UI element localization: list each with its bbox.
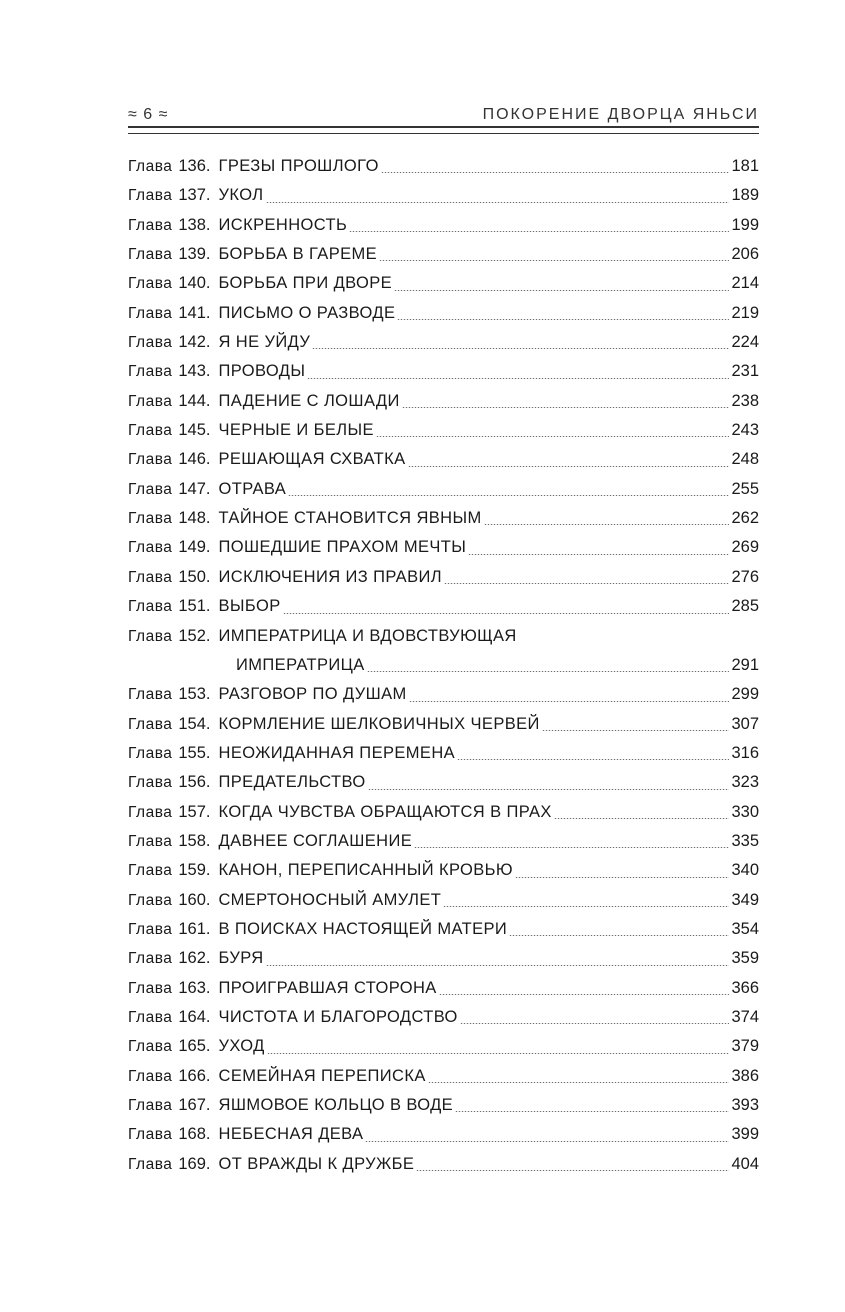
chapter-number: 143. <box>178 362 211 381</box>
chapter-title: КОРМЛЕНИЕ ШЕЛКОВИЧНЫХ ЧЕРВЕЙ <box>218 714 540 733</box>
dot-leader <box>409 701 730 702</box>
chapter-label: Глава <box>128 275 173 293</box>
chapter-number: 151. <box>178 597 211 616</box>
page-ref: 243 <box>731 421 759 440</box>
chapter-number: 165. <box>178 1037 211 1056</box>
chapter-number: 154. <box>178 714 211 733</box>
chapter-label: Глава <box>128 920 173 938</box>
chapter-number: 158. <box>178 831 211 850</box>
dot-leader <box>312 348 729 349</box>
chapter-title: БУРЯ <box>218 949 264 968</box>
chapter-number: 155. <box>178 743 211 762</box>
chapter-label: Глава <box>128 422 173 440</box>
chapter-number: 147. <box>178 479 211 498</box>
page-ref: 379 <box>731 1037 759 1056</box>
page-ref: 231 <box>731 362 759 381</box>
chapter-number: 142. <box>178 333 211 352</box>
toc-entry <box>128 299 759 328</box>
dot-leader <box>266 965 730 966</box>
page-ref: 269 <box>731 538 759 557</box>
page-ref: 354 <box>731 919 759 938</box>
chapter-number: 157. <box>178 802 211 821</box>
dot-leader <box>554 818 730 819</box>
chapter-title: СМЕРТОНОСНЫЙ АМУЛЕТ <box>218 890 442 909</box>
toc-entry <box>128 710 759 739</box>
chapter-number: 166. <box>178 1066 211 1085</box>
chapter-label: Глава <box>128 862 173 880</box>
chapter-title: ПАДЕНИЕ С ЛОШАДИ <box>218 391 400 410</box>
chapter-title: Я НЕ УЙДУ <box>218 333 311 352</box>
toc-entry <box>128 211 759 240</box>
dot-leader <box>468 554 729 555</box>
toc-entry <box>128 768 759 797</box>
chapter-title: ИСКРЕННОСТЬ <box>218 215 348 234</box>
toc-entry <box>128 680 759 709</box>
page-ref: 206 <box>731 245 759 264</box>
chapter-number: 146. <box>178 450 211 469</box>
chapter-number: 149. <box>178 538 211 557</box>
chapter-title: БОРЬБА ПРИ ДВОРЕ <box>218 274 393 293</box>
page-ref: 330 <box>731 802 759 821</box>
chapter-title: РЕШАЮЩАЯ СХВАТКА <box>218 450 406 469</box>
page-ref: 291 <box>731 655 759 674</box>
page-number: ≈ 6 ≈ <box>128 106 169 123</box>
chapter-number: 148. <box>178 509 211 528</box>
chapter-label: Глава <box>128 187 173 205</box>
toc-entry <box>128 856 759 885</box>
page-ref: 386 <box>731 1066 759 1085</box>
chapter-number: 169. <box>178 1154 211 1173</box>
chapter-title: НЕОЖИДАННАЯ ПЕРЕМЕНА <box>218 743 456 762</box>
page-ref: 181 <box>731 157 759 175</box>
chapter-title: ГРЕЗЫ ПРОШЛОГО <box>218 157 379 175</box>
page-ref: 299 <box>731 685 759 704</box>
toc-entry <box>128 328 759 357</box>
chapter-title: УКОЛ <box>218 186 264 205</box>
toc-entry <box>128 1003 759 1032</box>
dot-leader <box>397 319 729 320</box>
chapter-title: ОТ ВРАЖДЫ К ДРУЖБЕ <box>218 1154 415 1173</box>
dot-leader <box>349 231 729 232</box>
dot-leader <box>515 877 729 878</box>
chapter-number: 164. <box>178 1007 211 1026</box>
toc-entry <box>128 269 759 298</box>
chapter-title: КАНОН, ПЕРЕПИСАННЫЙ КРОВЬЮ <box>218 861 513 880</box>
toc-entry-continuation <box>128 651 759 680</box>
chapter-title: ЧЕРНЫЕ И БЕЛЫЕ <box>218 421 374 440</box>
toc-entry <box>128 533 759 562</box>
chapter-title: ПОШЕДШИЕ ПРАХОМ МЕЧТЫ <box>218 538 467 557</box>
chapter-number: 156. <box>178 773 211 792</box>
toc-entry <box>128 915 759 944</box>
chapter-label: Глава <box>128 1008 173 1026</box>
toc-entry <box>128 739 759 768</box>
page-ref: 285 <box>731 597 759 616</box>
page-ref: 323 <box>731 773 759 792</box>
page-ref: 248 <box>731 450 759 469</box>
chapter-label: Глава <box>128 950 173 968</box>
page-ref: 340 <box>731 861 759 880</box>
page-ref: 349 <box>731 890 759 909</box>
page-ref: 276 <box>731 567 759 586</box>
toc-entry <box>128 240 759 269</box>
chapter-number: 144. <box>178 391 211 410</box>
dot-leader <box>542 730 730 731</box>
page-ref: 238 <box>731 391 759 410</box>
chapter-title: ВЫБОР <box>218 597 281 616</box>
toc-entry <box>128 152 759 181</box>
dot-leader <box>460 1023 730 1024</box>
chapter-number: 162. <box>178 949 211 968</box>
running-head <box>128 98 759 124</box>
chapter-title: ИМПЕРАТРИЦА И ВДОВСТВУЮЩАЯ <box>218 626 517 645</box>
chapter-title: БОРЬБА В ГАРЕМЕ <box>218 245 378 264</box>
dot-leader <box>457 759 729 760</box>
chapter-label: Глава <box>128 715 173 733</box>
dot-leader <box>484 524 730 525</box>
chapter-title: ПРЕДАТЕЛЬСТВО <box>218 773 366 792</box>
dot-leader <box>455 1111 729 1112</box>
dot-leader <box>283 613 730 614</box>
chapter-label: Глава <box>128 686 173 704</box>
chapter-number: 159. <box>178 861 211 880</box>
toc-entry <box>128 416 759 445</box>
chapter-number: 137. <box>178 186 211 205</box>
dot-leader <box>443 906 729 907</box>
chapter-label: Глава <box>128 334 173 352</box>
toc-entry <box>128 592 759 621</box>
chapter-title: РАЗГОВОР ПО ДУШАМ <box>218 685 407 704</box>
chapter-title: УХОД <box>218 1037 265 1056</box>
toc-entry <box>128 1120 759 1149</box>
page-ref: 399 <box>731 1125 759 1144</box>
chapter-label: Глава <box>128 1155 173 1173</box>
dot-leader <box>428 1082 730 1083</box>
page-ref: 374 <box>731 1007 759 1026</box>
chapter-number: 163. <box>178 978 211 997</box>
toc-entry <box>128 1032 759 1061</box>
toc-entry <box>128 1091 759 1120</box>
dot-leader <box>416 1170 729 1171</box>
dot-leader <box>288 495 729 496</box>
chapter-label: Глава <box>128 1067 173 1085</box>
chapter-title: НЕБЕСНАЯ ДЕВА <box>218 1125 364 1144</box>
dot-leader <box>307 378 729 379</box>
chapter-label: Глава <box>128 832 173 850</box>
dot-leader <box>408 466 730 467</box>
dot-leader <box>402 407 730 408</box>
chapter-label: Глава <box>128 744 173 762</box>
dot-leader <box>414 847 729 848</box>
toc-entry <box>128 827 759 856</box>
chapter-number: 160. <box>178 890 211 909</box>
page-ref: 404 <box>731 1154 759 1173</box>
dot-leader <box>367 671 730 672</box>
chapter-label: Глава <box>128 539 173 557</box>
chapter-label: Глава <box>128 246 173 264</box>
chapter-title: ПРОИГРАВШАЯ СТОРОНА <box>218 978 437 997</box>
chapter-number: 150. <box>178 567 211 586</box>
toc-entry <box>128 798 759 827</box>
dot-leader <box>509 935 729 936</box>
toc-entry <box>128 357 759 386</box>
page-ref: 366 <box>731 978 759 997</box>
toc-entry <box>128 181 759 210</box>
page-ref: 335 <box>731 831 759 850</box>
dot-leader <box>381 172 730 173</box>
chapter-number: 153. <box>178 685 211 704</box>
dot-leader <box>365 1141 729 1142</box>
page-ref: 359 <box>731 949 759 968</box>
chapter-number: 167. <box>178 1096 211 1114</box>
chapter-label: Глава <box>128 568 173 586</box>
page-ref: 219 <box>731 303 759 322</box>
chapter-title: ЯШМОВОЕ КОЛЬЦО В ВОДЕ <box>218 1096 454 1114</box>
dot-leader <box>444 583 729 584</box>
page-ref: 255 <box>731 479 759 498</box>
chapter-label: Глава <box>128 158 173 175</box>
page-ref: 214 <box>731 274 759 293</box>
chapter-number: 140. <box>178 274 211 293</box>
dot-leader <box>376 436 730 437</box>
page-ref: 224 <box>731 333 759 352</box>
chapter-number: 168. <box>178 1125 211 1144</box>
chapter-title: ДАВНЕЕ СОГЛАШЕНИЕ <box>218 831 413 850</box>
page-ref: 199 <box>731 215 759 234</box>
toc-entry <box>128 1062 759 1091</box>
chapter-label: Глава <box>128 979 173 997</box>
book-title: ПОКОРЕНИЕ ДВОРЦА ЯНЬСИ <box>482 106 759 123</box>
page-ref: 307 <box>731 714 759 733</box>
chapter-title: ПИСЬМО О РАЗВОДЕ <box>218 303 396 322</box>
chapter-number: 136. <box>178 157 211 175</box>
chapter-title: СЕМЕЙНАЯ ПЕРЕПИСКА <box>218 1066 426 1085</box>
chapter-title-continued: ИМПЕРАТРИЦА <box>236 655 365 674</box>
chapter-label: Глава <box>128 803 173 821</box>
chapter-label: Глава <box>128 774 173 792</box>
chapter-label: Глава <box>128 598 173 616</box>
toc-entry <box>128 387 759 416</box>
chapter-label: Глава <box>128 363 173 381</box>
chapter-number: 141. <box>178 303 211 322</box>
page-ref: 189 <box>731 186 759 205</box>
chapter-label: Глава <box>128 1126 173 1144</box>
chapter-label: Глава <box>128 1038 173 1056</box>
chapter-label: Глава <box>128 480 173 498</box>
dot-leader <box>394 290 729 291</box>
chapter-label: Глава <box>128 1097 173 1114</box>
toc-entry <box>128 886 759 915</box>
toc-entry <box>128 622 759 651</box>
header-rule <box>128 126 759 134</box>
chapter-title: ИСКЛЮЧЕНИЯ ИЗ ПРАВИЛ <box>218 567 442 586</box>
chapter-label: Глава <box>128 216 173 234</box>
dot-leader <box>439 994 730 995</box>
chapter-title: ТАЙНОЕ СТАНОВИТСЯ ЯВНЫМ <box>218 509 482 528</box>
chapter-number: 145. <box>178 421 211 440</box>
chapter-label: Глава <box>128 392 173 410</box>
chapter-label: Глава <box>128 627 173 645</box>
toc-entry <box>128 944 759 973</box>
page-ref: 316 <box>731 743 759 762</box>
dot-leader <box>267 1053 730 1054</box>
dot-leader <box>368 789 730 790</box>
toc-entry <box>128 475 759 504</box>
toc-entry <box>128 563 759 592</box>
chapter-number: 152. <box>178 626 211 645</box>
toc-entry <box>128 445 759 474</box>
table-of-contents <box>128 152 759 1179</box>
chapter-title: ОТРАВА <box>218 479 287 498</box>
chapter-label: Глава <box>128 891 173 909</box>
chapter-number: 139. <box>178 245 211 264</box>
toc-entry <box>128 504 759 533</box>
chapter-title: ПРОВОДЫ <box>218 362 306 381</box>
dot-leader <box>379 260 729 261</box>
chapter-label: Глава <box>128 451 173 469</box>
dot-leader <box>266 202 730 203</box>
chapter-number: 138. <box>178 215 211 234</box>
chapter-label: Глава <box>128 510 173 528</box>
page-ref: 262 <box>731 509 759 528</box>
chapter-label: Глава <box>128 304 173 322</box>
chapter-title: ЧИСТОТА И БЛАГОРОДСТВО <box>218 1007 458 1026</box>
chapter-title: КОГДА ЧУВСТВА ОБРАЩАЮТСЯ В ПРАХ <box>218 802 552 821</box>
toc-entry <box>128 974 759 1003</box>
chapter-number: 161. <box>178 919 211 938</box>
toc-entry <box>128 1150 759 1179</box>
chapter-title: В ПОИСКАХ НАСТОЯЩЕЙ МАТЕРИ <box>218 919 508 938</box>
page-ref: 393 <box>731 1096 759 1114</box>
